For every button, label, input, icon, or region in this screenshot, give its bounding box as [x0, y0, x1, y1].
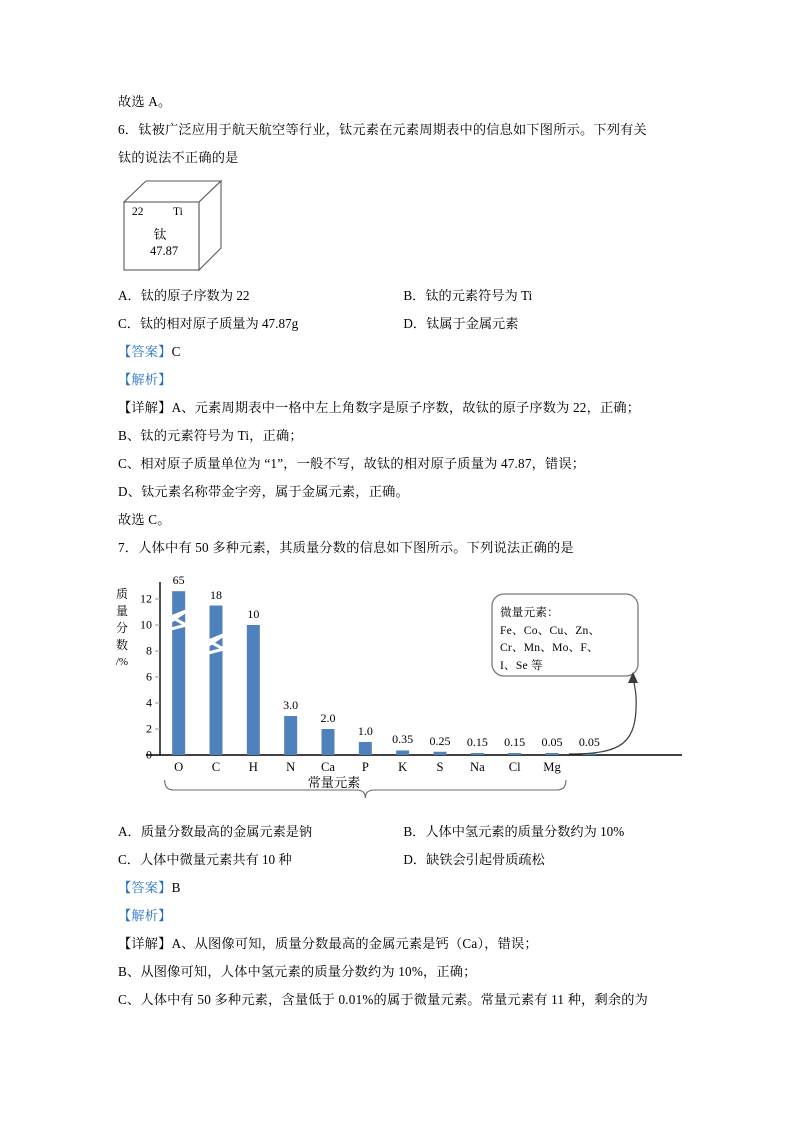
trace-element-callout-text	[500, 604, 628, 674]
question-7-option-a: A．质量分数最高的金属元素是钠	[118, 824, 313, 839]
x-category-label: Na	[469, 760, 485, 774]
question-6-analysis-tag: 【解析】	[118, 372, 172, 387]
detail-tag: 【详解】	[118, 936, 172, 951]
question-6-option-a: A．钛的原子序数为 22	[118, 288, 250, 303]
bar-value-label: 65	[172, 573, 185, 588]
question-6-answer-value: C	[171, 344, 181, 359]
answer-tag: 【答案】	[118, 344, 172, 359]
chart-bar	[396, 750, 409, 755]
question-7-detail-line-1: B、从图像可知，人体中氢元素的质量分数约为 10%，正确；	[118, 964, 477, 979]
element-symbol: Ti	[173, 206, 183, 218]
question-6-stem-line-1	[118, 116, 694, 144]
question-7-options-row-1	[118, 818, 694, 846]
callout-line-1: Cr、Mn、Mo、F、	[500, 641, 599, 654]
question-6-stem	[118, 116, 694, 172]
question-7-options-row-2	[118, 846, 694, 874]
y-axis-title-char-3: 数	[115, 638, 128, 652]
question-6-option-c: C．钛的相对原子质量为 47.87g	[118, 316, 299, 331]
callout-line-2: I、Se 等	[500, 658, 543, 672]
x-category-label: Cl	[508, 760, 521, 774]
bar-value-label: 0.15	[466, 735, 488, 749]
y-axis-title-char-0: 质	[115, 587, 128, 601]
bar-value-label: 3.0	[283, 698, 299, 712]
major-element-brace-label: 常量元素	[307, 775, 361, 790]
question-6-detail-line-4: 故选 C。	[118, 512, 171, 527]
question-6-option-d: D．钛属于金属元素	[403, 316, 519, 331]
question-7-option-b: B．人体中氢元素的质量分数约为 10%	[403, 824, 625, 839]
y-tick-label: 12	[140, 591, 152, 606]
x-category-label: Ca	[321, 760, 335, 774]
chart-bar	[284, 716, 297, 755]
callout-title: 微量元素：	[500, 606, 559, 619]
bar-value-label: 0.25	[429, 733, 451, 748]
bar-value-label: 0.15	[504, 735, 526, 749]
y-axis-title-char-2: 分	[115, 621, 128, 635]
question-6-options-row-1	[118, 282, 694, 310]
element-mass-fraction-bar-chart	[114, 568, 694, 818]
chart-bar	[247, 625, 260, 755]
question-6-stem-line-2: 钛的说法不正确的是	[118, 150, 239, 165]
answer-tag: 【答案】	[118, 880, 172, 895]
bar-value-label: 2.0	[320, 711, 336, 725]
y-tick-label: 2	[146, 721, 152, 736]
question-6-option-b: B．钛的元素符号为 Ti	[403, 288, 533, 303]
callout-line-0: Fe、Co、Cu、Zn、	[500, 623, 601, 637]
question-7-analysis-tag: 【解析】	[118, 908, 172, 923]
chart-bar	[359, 742, 372, 755]
question-6-answer	[118, 338, 694, 366]
question-6-detail-line-3: D、钛元素名称带金字旁，属于金属元素，正确。	[118, 484, 409, 499]
x-category-label: P	[361, 760, 369, 774]
question-6-number: 6．	[118, 122, 139, 137]
question-7-detail-line-0	[118, 930, 694, 958]
question-6-detail-line-1: B、钛的元素符号为 Ti，正确；	[118, 428, 303, 443]
y-tick-label: 0	[146, 747, 152, 762]
bar-value-label: 0.35	[392, 732, 414, 747]
x-category-label: Mg	[543, 760, 561, 774]
question-7-option-d: D．缺铁会引起骨质疏松	[403, 852, 545, 867]
question-7-detail-text-0: A、从图像可知，质量分数最高的金属元素是钙（Ca），错误；	[171, 936, 538, 951]
x-category-label: S	[436, 760, 444, 774]
question-7-answer-value: B	[171, 880, 181, 895]
x-category-label: O	[174, 760, 184, 774]
x-category-label: C	[211, 760, 221, 774]
y-tick-label: 10	[140, 617, 152, 632]
chart-bar	[434, 752, 447, 755]
chart-bar	[210, 606, 223, 756]
titanium-element-cube-figure	[118, 176, 694, 282]
chart-bar	[508, 753, 521, 755]
question-7-detail-line-2: C、人体中有 50 多种元素，含量低于 0.01%的属于微量元素。常量元素有 11 种，剩余的为	[118, 992, 649, 1007]
element-chinese-name: 钛	[153, 227, 167, 242]
question-7-stem-line-1	[118, 534, 694, 562]
y-tick-label: 8	[146, 643, 152, 658]
question-7-stem-text-1: 人体中有 50 多种元素，其质量分数的信息如下图所示。下列说法正确的是	[138, 540, 574, 555]
x-category-label: K	[398, 760, 408, 774]
question-6-stem-text-1: 钛被广泛应用于航天航空等行业，钛元素在元素周期表中的信息如下图所示。下列有关	[138, 122, 647, 137]
bar-value-label: 18	[210, 587, 222, 602]
question-6-detail-line-2: C、相对原子质量单位为 “1”，一般不写，故钛的相对原子质量为 47.87，错误；	[118, 456, 586, 471]
question-7-option-c: C．人体中微量元素共有 10 种	[118, 852, 292, 867]
y-tick-label: 4	[146, 695, 152, 710]
element-atomic-number: 22	[132, 206, 144, 218]
bar-value-label: 0.05	[541, 735, 563, 749]
question-6-detail-line-0	[118, 394, 694, 422]
x-category-label: H	[248, 760, 258, 774]
element-cube-drawing	[121, 178, 224, 274]
question-7-number: 7．	[118, 540, 139, 555]
bar-value-label: 0.05	[578, 735, 600, 749]
chart-bar	[546, 753, 559, 755]
chart-bar	[471, 753, 484, 755]
y-axis-title-char-1: 量	[115, 604, 128, 618]
x-category-label: N	[286, 760, 296, 774]
question-7-answer	[118, 874, 694, 902]
element-atomic-mass: 47.87	[149, 244, 179, 258]
detail-tag: 【详解】	[118, 400, 172, 415]
chart-bar	[322, 729, 335, 755]
question-6-options-row-2	[118, 310, 694, 338]
y-tick-label: 6	[146, 669, 152, 684]
bar-value-label: 10	[247, 607, 260, 621]
previous-answer-line: 故选 A。	[118, 94, 172, 109]
bar-value-label: 1.0	[357, 724, 373, 738]
cube-icon	[121, 178, 224, 274]
question-6-detail-text-0: A、元素周期表中一格中左上角数字是原子序数，故钛的原子序数为 22，正确；	[171, 400, 641, 415]
y-axis-title-unit: /%	[115, 656, 129, 668]
